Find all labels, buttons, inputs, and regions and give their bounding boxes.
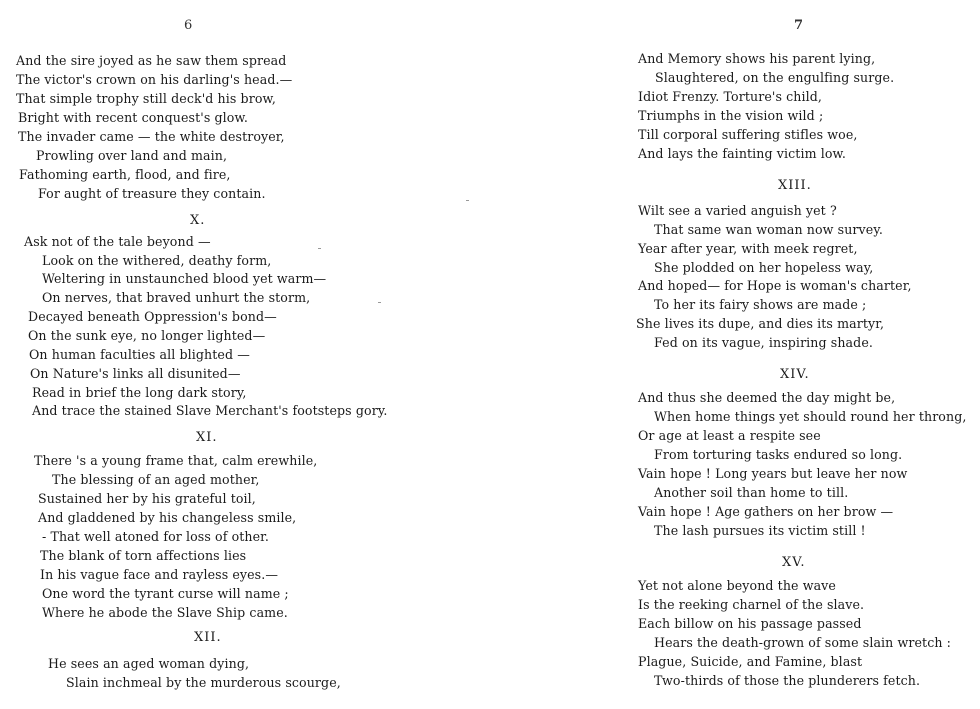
verse-line: Hears the death-grown of some slain wretch : (654, 635, 952, 650)
stanza-heading-xiv: XIV. (780, 367, 810, 382)
verse-line: Prowling over land and main, (36, 148, 228, 163)
stanza-heading-xi: XI. (196, 430, 218, 445)
verse-line: On Nature's links all disunited— (30, 366, 241, 381)
verse-line: Read in brief the long dark story, (32, 385, 247, 400)
verse-line: - That well atoned for loss of other. (42, 529, 270, 544)
verse-line: Vain hope ! Age gathers on her brow — (638, 504, 894, 519)
verse-line: In his vague face and rayless eyes.— (40, 567, 279, 582)
verse-line: Yet not alone beyond the wave (638, 578, 836, 593)
right-page (490, 0, 980, 709)
stanza-heading-xii: XII. (194, 630, 222, 645)
verse-line: Ask not of the tale beyond — (24, 234, 211, 249)
page-number-right: 7 (794, 18, 804, 33)
verse-line: Plague, Suicide, and Famine, blast (638, 654, 863, 669)
verse-line: Sustained her by his grateful toil, (38, 491, 256, 506)
verse-line: Two-thirds of those the plunderers fetch. (654, 673, 921, 688)
verse-line: And the sire joyed as he saw them spread (16, 53, 287, 68)
stanza-heading-x: X. (190, 213, 206, 228)
verse-line: And hoped— for Hope is woman's charter, (638, 278, 912, 293)
verse-line: Fed on its vague, inspiring shade. (654, 335, 873, 350)
verse-line: And thus she deemed the day might be, (638, 390, 896, 405)
verse-line: Slaughtered, on the engulfing surge. (655, 70, 895, 85)
verse-line: And gladdened by his changeless smile, (38, 510, 297, 525)
verse-line: That same wan woman now survey. (654, 222, 883, 237)
stanza-heading-xv: XV. (782, 555, 806, 570)
verse-line: Slain inchmeal by the murderous scourge, (66, 675, 341, 690)
verse-line: On human faculties all blighted — (29, 347, 250, 362)
paper-speck (466, 200, 469, 201)
verse-line: Weltering in unstaunched blood yet warm— (42, 271, 327, 286)
verse-line: Is the reeking charnel of the slave. (638, 597, 865, 612)
verse-line: The lash pursues its victim still ! (654, 523, 866, 538)
stanza-heading-xiii: XIII. (778, 178, 812, 193)
verse-line: That simple trophy still deck'd his brow, (16, 91, 277, 106)
verse-line: Vain hope ! Long years but leave her now (638, 466, 908, 481)
verse-line: One word the tyrant curse will name ; (42, 586, 289, 601)
verse-line: To her its fairy shows are made ; (654, 297, 867, 312)
verse-line: On nerves, that braved unhurt the storm, (42, 290, 311, 305)
verse-line: Look on the withered, deathy form, (42, 253, 272, 268)
verse-line: Fathoming earth, flood, and fire, (19, 167, 231, 182)
verse-line: Till corporal suffering stifles woe, (638, 127, 858, 142)
verse-line: Each billow on his passage passed (638, 616, 862, 631)
verse-line: Triumphs in the vision wild ; (638, 108, 824, 123)
verse-line: There 's a young frame that, calm erewhile, (34, 453, 318, 468)
verse-line: Or age at least a respite see (638, 428, 821, 443)
verse-line: For aught of treasure they contain. (38, 186, 266, 201)
verse-line: The blessing of an aged mother, (52, 472, 260, 487)
verse-line: Bright with recent conquest's glow. (18, 110, 248, 125)
paper-speck (378, 302, 381, 303)
verse-line: He sees an aged woman dying, (48, 656, 250, 671)
verse-line: Another soil than home to till. (654, 485, 849, 500)
verse-line: And Memory shows his parent lying, (638, 51, 876, 66)
page-number-left: 6 (184, 18, 193, 33)
verse-line: Wilt see a varied anguish yet ? (638, 203, 837, 218)
paper-speck (318, 248, 321, 249)
verse-line: Idiot Frenzy. Torture's child, (638, 89, 822, 104)
verse-line: She lives its dupe, and dies its martyr, (636, 316, 885, 331)
verse-line: The blank of torn affections lies (40, 548, 247, 563)
left-page (0, 0, 470, 709)
verse-line: On the sunk eye, no longer lighted— (28, 328, 266, 343)
verse-line: The invader came — the white destroyer, (18, 129, 285, 144)
verse-line: When home things yet should round her throng, (654, 409, 967, 424)
verse-line: She plodded on her hopeless way, (654, 260, 874, 275)
verse-line: From torturing tasks endured so long. (654, 447, 903, 462)
verse-line: Decayed beneath Oppression's bond— (28, 309, 277, 324)
verse-line: Where he abode the Slave Ship came. (42, 605, 288, 620)
verse-line: The victor's crown on his darling's head.— (16, 72, 293, 87)
verse-line: And trace the stained Slave Merchant's footsteps gory. (32, 403, 388, 418)
verse-line: And lays the fainting victim low. (638, 146, 847, 161)
verse-line: Year after year, with meek regret, (638, 241, 858, 256)
